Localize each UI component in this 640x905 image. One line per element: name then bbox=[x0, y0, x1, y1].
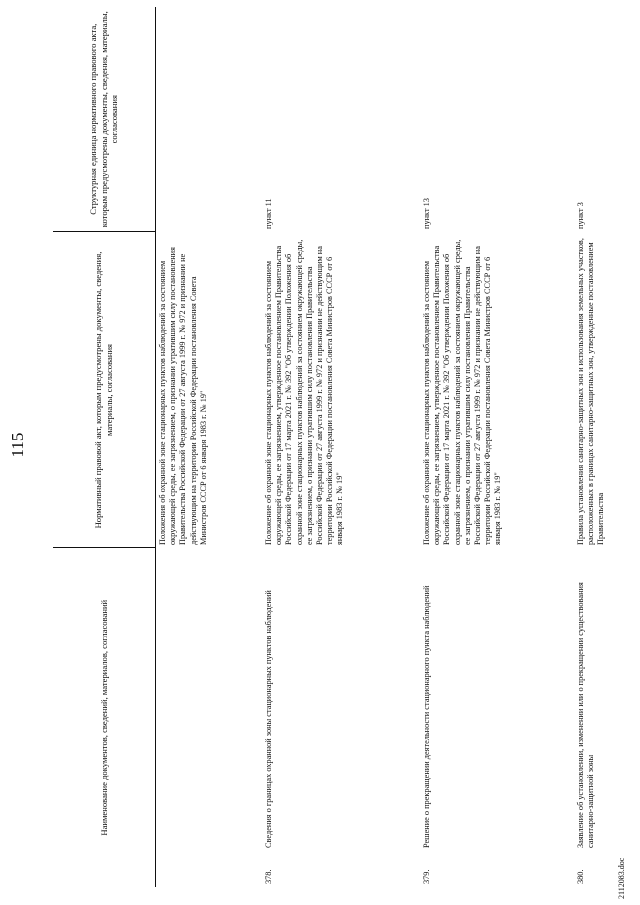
legal-act-text: Правила установления санитарно-защитных зон и использования земельных участков, расположенных в границах санитарно-защитных зон, утвержденные постановлением Правительства bbox=[576, 238, 606, 545]
legal-act-text: Положение об охранной зоне стационарных пунктов наблюдений за состоянием окружающей среды, ее загрязнением, утвержденное постановлением Правительства Российской Федерации от 17 марта 2021 г. № 392 "Об утверждении Положения об охранной зоне стационарных пунктов наблюдений за состоянием окружающей среды, ее загрязнением, о признании утратившим силу постановления Правительства Российской Федерации от 27 августа 1999 г. № 972 и признании не действующим на территории Российской Федерации постановления Совета Министров СССР от 6 января 1983 г. № 19" bbox=[264, 239, 345, 545]
table-header bbox=[53, 7, 156, 887]
row-number: 378. bbox=[264, 869, 273, 884]
header-row bbox=[53, 7, 156, 887]
document-footer: 2112083.doc bbox=[617, 857, 626, 899]
structural-unit bbox=[156, 7, 263, 232]
document-name bbox=[156, 548, 263, 851]
structural-unit: пункт 13 bbox=[422, 198, 431, 229]
legal-act bbox=[574, 232, 638, 548]
row-number: 380. bbox=[576, 869, 585, 884]
document-name: Решение о прекращении деятельности стационарного пункта наблюдений bbox=[422, 585, 431, 848]
table-row bbox=[420, 7, 574, 887]
header-unit: Структурная единица нормативного правового акта, которым предусмотрены документы, сведения, материалы, согласования bbox=[53, 7, 156, 232]
legal-act bbox=[420, 232, 574, 548]
document-name: Сведения о границах охранной зоны стационарных пунктов наблюдений bbox=[264, 590, 273, 848]
header-act: Нормативный правовой акт, которым предусмотрены документы, сведения, материалы, согласования bbox=[53, 232, 156, 548]
row-number bbox=[156, 851, 263, 887]
header-name: Наименование документов, сведений, материалов, согласований bbox=[53, 548, 156, 887]
legal-act-text: Положения об охранной зоне стационарных пунктов наблюдений за состоянием окружающей среды, ее загрязнением, о признании утратившим силу постановления Правительства Российской Федерации от 27 августа 1999 г. № 972 и признании не действующим на территории Российской Федерации постановления Совета Министров СССР от 6 января 1983 г. № 19" bbox=[158, 247, 208, 545]
table-row bbox=[156, 7, 263, 887]
legal-act bbox=[262, 232, 420, 548]
requirements-table bbox=[53, 7, 638, 887]
page-number: 115 bbox=[8, 432, 27, 458]
table-row bbox=[262, 7, 420, 887]
structural-unit: пункт 11 bbox=[264, 198, 273, 229]
structural-unit: пункт 3 bbox=[576, 202, 585, 229]
legal-act bbox=[156, 232, 263, 548]
table-row bbox=[574, 7, 638, 887]
legal-act-text: Положение об охранной зоне стационарных пунктов наблюдений за состоянием окружающей среды, ее загрязнением, утвержденное постановлением Правительства Российской Федерации от 17 марта 2021 г. № 392 "Об утверждении Положения об охранной зоне стационарных пунктов наблюдений за состоянием окружающей среды, ее загрязнением, о признании утратившим силу постановления Правительства Российской Федерации от 27 августа 1999 г. № 972 и признании не действующим на территории Российской Федерации постановления Совета Министров СССР от 6 января 1983 г. № 19" bbox=[422, 239, 503, 545]
document-name: Заявление об установлении, изменении или о прекращении существования санитарно-защитной зоны bbox=[576, 582, 596, 848]
row-number: 379. bbox=[422, 869, 431, 884]
